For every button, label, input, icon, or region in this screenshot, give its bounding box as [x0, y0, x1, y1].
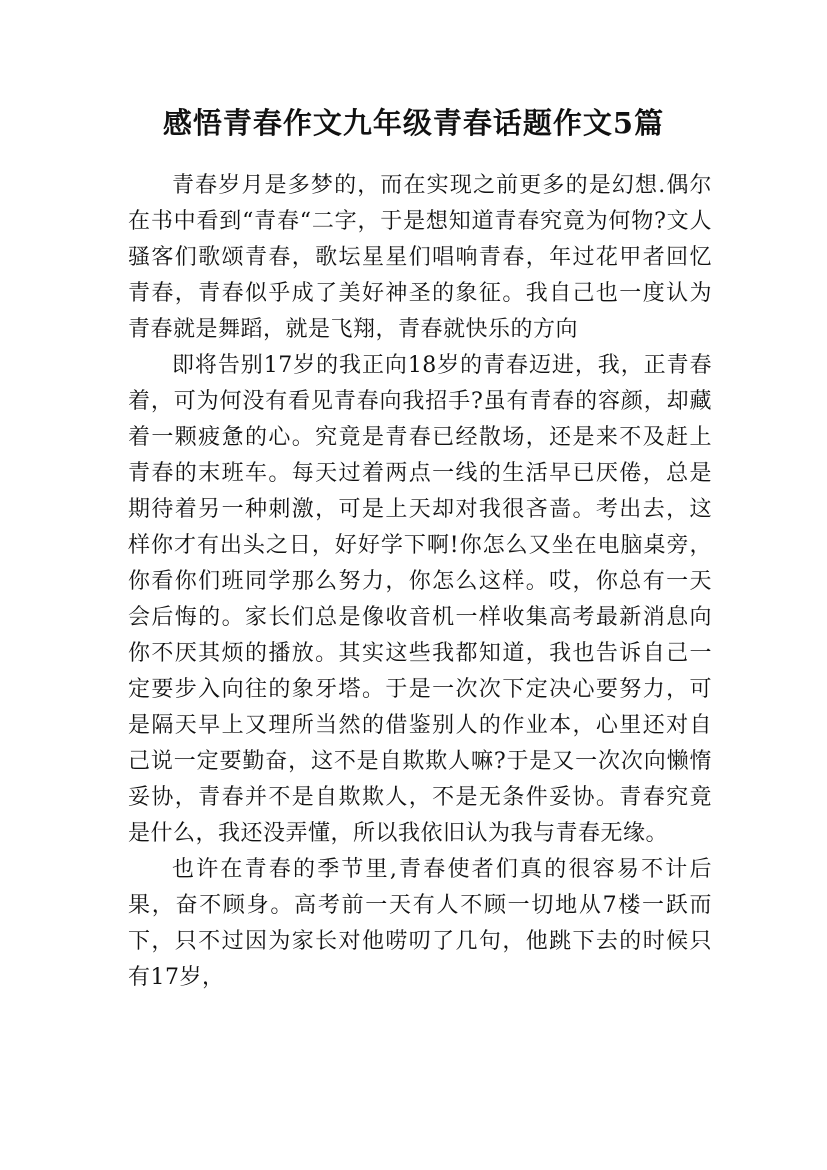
- paragraph-2: 即将告别17岁的我正向18岁的青春迈进，我，正青春着，可为何没有看见青春向我招手?虽有青春的容颜，却藏着一颗疲惫的心。究竟是青春已经散场，还是来不及赶上青春的末班车。每天过着两点一线的生活早已厌倦，总是期待着另一种刺激，可是上天却对我很吝啬。考出去，这样你才有出头之日，好好学下啊!你怎么又坐在电脑桌旁，你看你们班同学那么努力，你怎么这样。哎，你总有一天会后悔的。家长们总是像收音机一样收集高考最新消息向你不厌其烦的播放。其实这些我都知道，我也告诉自己一定要步入向往的象牙塔。于是一次次下定决心要努力，可是隔天早上又理所当然的借鉴别人的作业本，心里还对自己说一定要勤奋，这不是自欺欺人嘛?于是又一次次向懒惰妥协，青春并不是自欺欺人，不是无条件妥协。青春究竟是什么，我还没弄懂，所以我依旧认为我与青春无缘。: [128, 353, 712, 846]
- document-body: [128, 168, 712, 996]
- paragraph-3: 也许在青春的季节里,青春使者们真的很容易不计后果，奋不顾身。高考前一天有人不顾一切地从7楼一跃而下，只不过因为家长对他唠叨了几句，他跳下去的时候只有17岁，: [128, 857, 712, 990]
- document-title: 感悟青春作文九年级青春话题作文5篇: [162, 106, 665, 140]
- paragraph-1: 青春岁月是多梦的，而在实现之前更多的是幻想.偶尔在书中看到“青春“二字，于是想知道青春究竟为何物?文人骚客们歌颂青春，歌坛星星们唱响青春，年过花甲者回忆青春，青春似乎成了美好神圣的象征。我自己也一度认为青春就是舞蹈，就是飞翔，青春就快乐的方向: [128, 173, 712, 342]
